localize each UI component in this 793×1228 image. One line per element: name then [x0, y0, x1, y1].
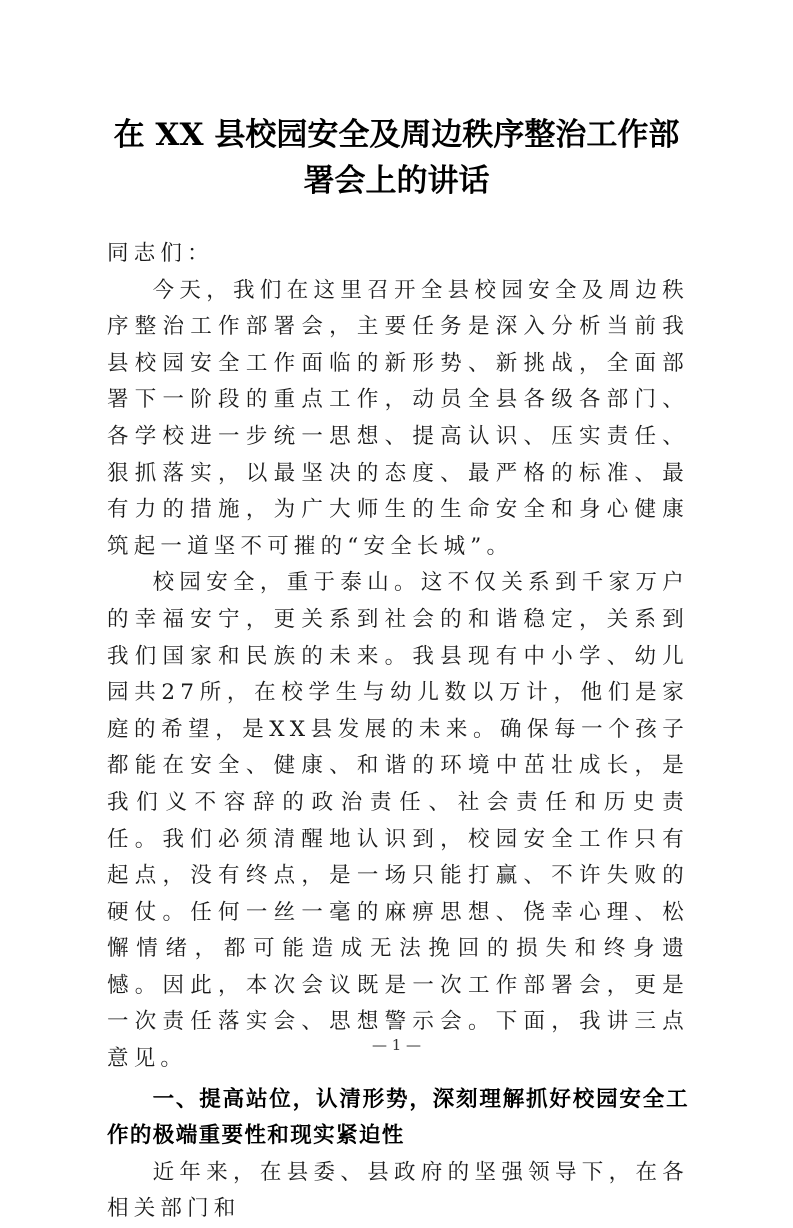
paragraph-importance: 校园安全，重于泰山。这不仅关系到千家万户的幸福安宁，更关系到社会的和谐稳定，关系到我们国家和民族的未来。我县现有中小学、幼儿园共27所，在校学生与幼儿数以万计，他们是家庭的希望，是XX县发展的未来。确保每一个孩子都能在安全、健康、和谐的环境中茁壮成长，是我们义不容辞的政治责任、社会责任和历史责任。我们必须清醒地认识到，校园安全工作只有起点，没有终点，是一场只能打赢、不许失败的硬仗。任何一丝一毫的麻痹思想、侥幸心理、松懈情绪，都可能造成无法挽回的损失和终身遗憾。因此，本次会议既是一次工作部署会，更是一次责任落实会、思想警示会。下面，我讲三点意见。: [107, 570, 689, 1072]
title-line-2: 署会上的讲话: [303, 163, 490, 199]
page-number: — 1 —: [371, 1036, 422, 1054]
paragraph-opening: 今天，我们在这里召开全县校园安全及周边秩序整治工作部署会，主要任务是深入分析当前我县校园安全工作面临的新形势、新挑战，全面部署下一阶段的重点工作，动员全县各级各部门、各学校进一步统一思想、提高认识、压实责任、狠抓落实，以最坚决的态度、最严格的标准、最有力的措施，为广大师生的生命安全和身心健康筑起一道坚不可摧的“安全长城”。: [107, 277, 689, 559]
document-body: [107, 236, 689, 1228]
title-line-1: 在 XX 县校园安全及周边秩序整治工作部: [113, 117, 680, 153]
section-heading-1: 一、提高站位，认清形势，深刻理解抓好校园安全工作的极端重要性和现实紧迫性: [107, 1086, 689, 1149]
salutation: 同志们：: [107, 241, 214, 266]
document-title: [80, 112, 713, 204]
paragraph-section-1-start: 近年来，在县委、县政府的坚强领导下，在各相关部门和: [107, 1159, 689, 1222]
